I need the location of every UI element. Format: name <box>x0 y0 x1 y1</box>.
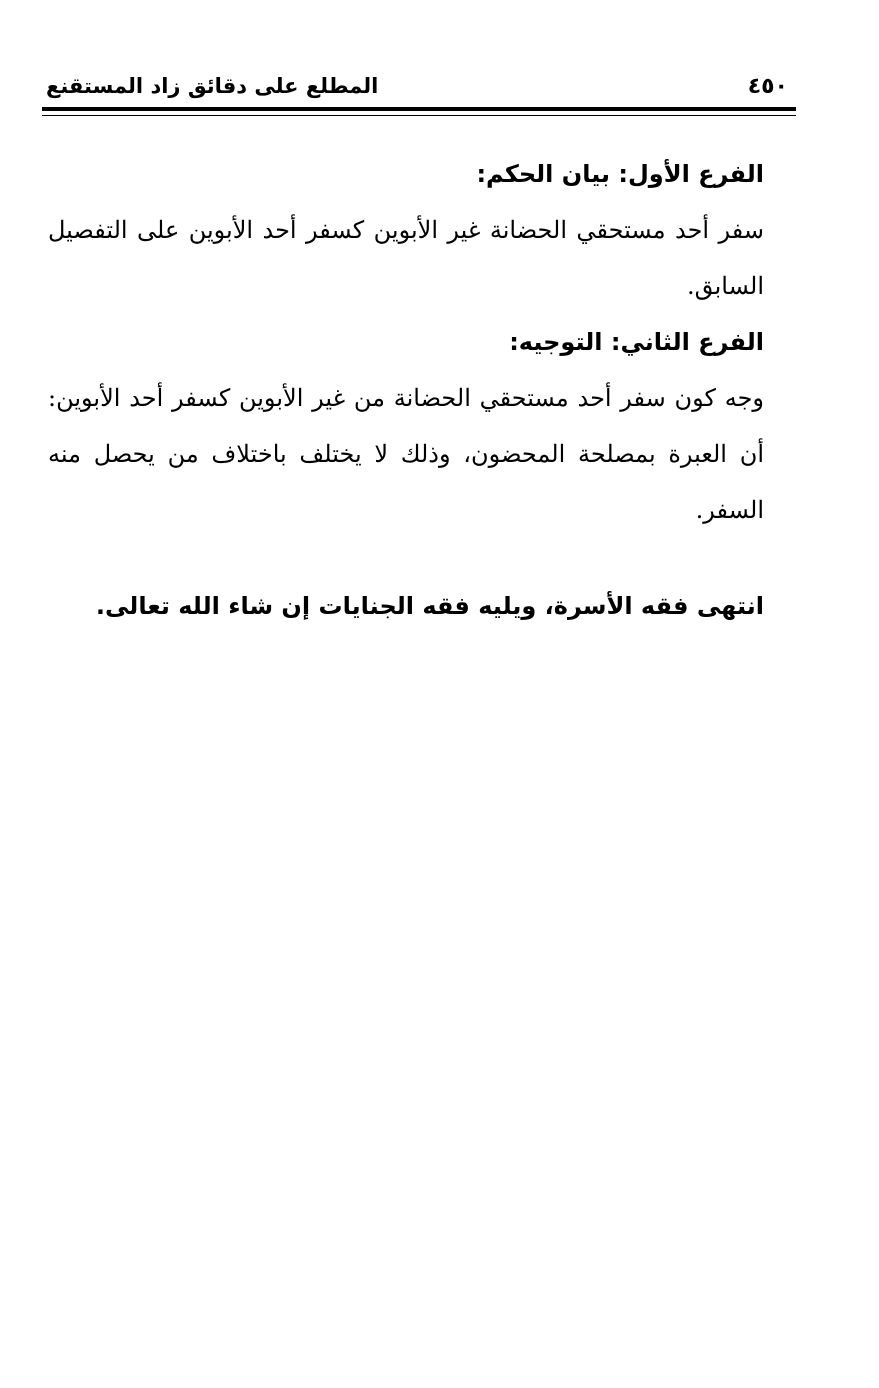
closing-note: انتهى فقه الأسرة، ويليه فقه الجنايات إن شاء الله تعالى. <box>95 592 764 620</box>
section-heading-first: الفرع الأول: بيان الحكم: <box>476 160 764 188</box>
header-rule-thick <box>42 107 796 111</box>
page-body <box>48 146 764 634</box>
section-paragraph-second: وجه كون سفر أحد مستحقي الحضانة من غير الأبوين كسفر أحد الأبوين: أن العبرة بمصلحة المحضون، وذلك لا يختلف باختلاف من يحصل منه السفر. <box>48 384 765 524</box>
section-paragraph-first: سفر أحد مستحقي الحضانة غير الأبوين كسفر أحد الأبوين على التفصيل السابق. <box>48 216 764 300</box>
running-title: المطلع على دقائق زاد المستقنع <box>46 74 379 98</box>
page-header <box>42 70 796 102</box>
header-rule-thin <box>42 115 796 116</box>
page-number: ٤٥٠ <box>747 74 788 99</box>
spacer <box>48 538 764 578</box>
section-heading-second: الفرع الثاني: التوجيه: <box>509 328 764 356</box>
